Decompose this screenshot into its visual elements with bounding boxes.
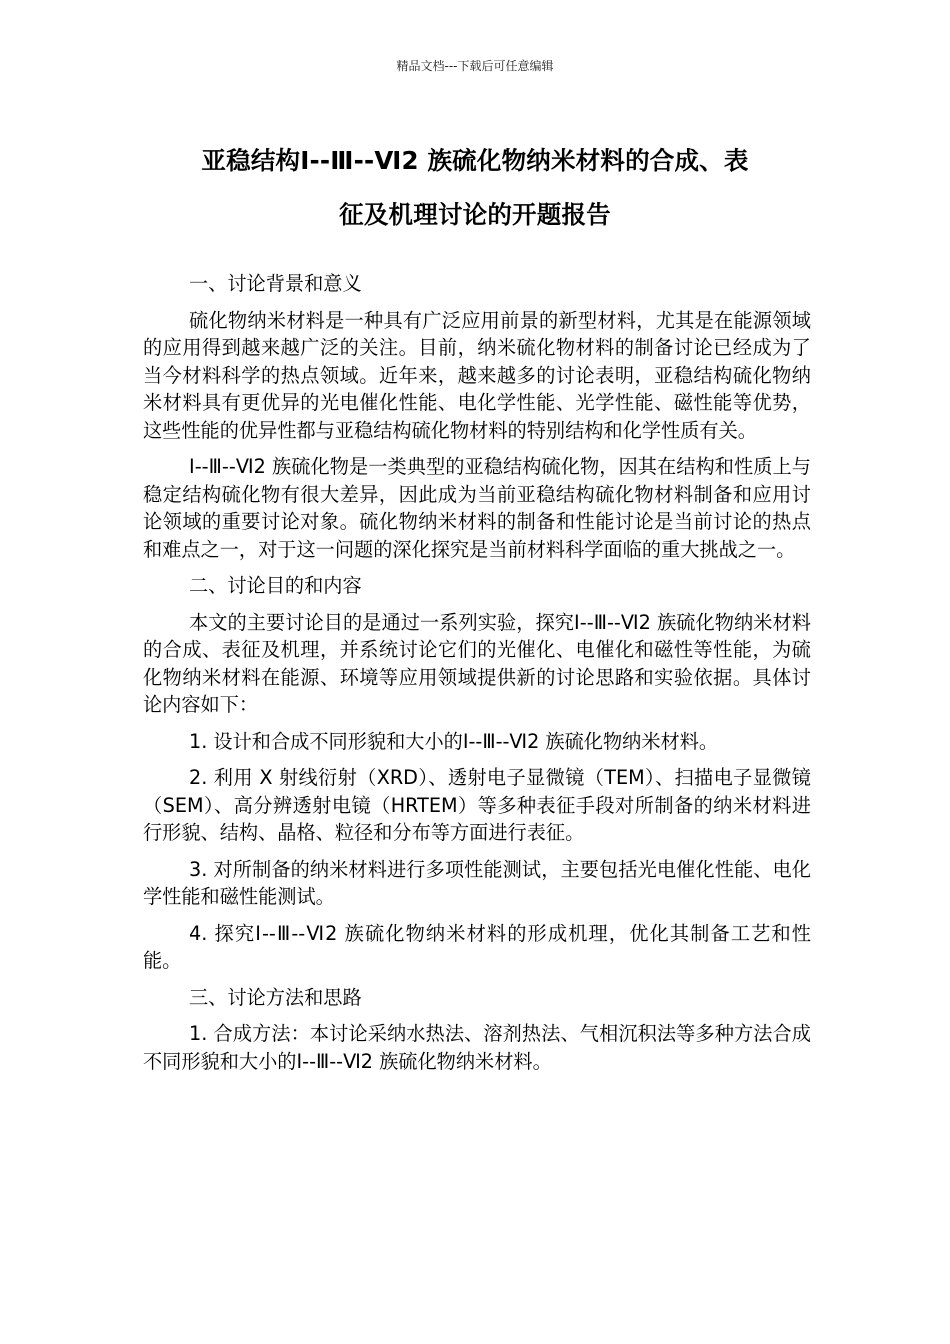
- list-item-methods-1: 1. 合成方法：本讨论采纳水热法、溶剂热法、气相沉积法等多种方法合成不同形貌和大小的Ⅰ--Ⅲ--Ⅵ2 族硫化物纳米材料。: [143, 1022, 811, 1073]
- list-item-purpose-3: 3. 对所制备的纳米材料进行多项性能测试，主要包括光电催化性能、电化学性能和磁性能测试。: [143, 857, 811, 908]
- section-heading-purpose: 二、讨论目的和内容: [189, 574, 362, 597]
- list-item-purpose-1: 1. 设计和合成不同形貌和大小的Ⅰ--Ⅲ--Ⅵ2 族硫化物纳米材料。: [189, 729, 719, 753]
- section-heading-background: 一、讨论背景和意义: [189, 272, 362, 295]
- title-line-2: 征及机理讨论的开题报告: [339, 200, 611, 229]
- paragraph-background-1: 硫化物纳米材料是一种具有广泛应用前景的新型材料，尤其是在能源领域的应用得到越来越广泛的关注。目前，纳米硫化物材料的制备讨论已经成为了当今材料科学的热点领域。近年来，越来越多的讨论表明，亚稳结构硫化物纳米材料具有更优异的光电催化性能、电化学性能、光学性能、磁性能等优势，这些性能的优异性都与亚稳结构硫化物材料的特别结构和化学性质有关。: [143, 308, 811, 442]
- paragraph-background-2: Ⅰ--Ⅲ--Ⅵ2 族硫化物是一类典型的亚稳结构硫化物，因其在结构和性质上与稳定结构硫化物有很大差异，因此成为当前亚稳结构硫化物材料制备和应用讨论领域的重要讨论对象。硫化物纳米材料的制备和性能讨论是当前讨论的热点和难点之一，对于这一问题的深化探究是当前材料科学面临的重大挑战之一。: [143, 455, 811, 561]
- page-header: 精品文档---下载后可任意编辑: [396, 59, 554, 73]
- section-heading-methods: 三、讨论方法和思路: [189, 985, 362, 1009]
- paragraph-purpose: 本文的主要讨论目的是通过一系列实验，探究Ⅰ--Ⅲ--Ⅵ2 族硫化物纳米材料的合成、表征及机理，并系统讨论它们的光催化、电催化和磁性等性能，为硫化物纳米材料在能源、环境等应用领域提供新的讨论思路和实验依据。具体讨论内容如下：: [143, 610, 811, 716]
- document-title: [142, 134, 808, 242]
- list-item-purpose-2: 2. 利用 X 射线衍射（XRD）、透射电子显微镜（TEM）、扫描电子显微镜（SEM）、高分辨透射电镜（HRTEM）等多种表征手段对所制备的纳米材料进行形貌、结构、晶格、粒径和分布等方面进行表征。: [143, 766, 811, 844]
- title-line-1: 亚稳结构Ⅰ--Ⅲ--Ⅵ2 族硫化物纳米材料的合成、表: [201, 146, 749, 175]
- document-body: [143, 270, 811, 1084]
- list-item-purpose-4: 4. 探究Ⅰ--Ⅲ--Ⅵ2 族硫化物纳米材料的形成机理，优化其制备工艺和性能。: [143, 921, 811, 972]
